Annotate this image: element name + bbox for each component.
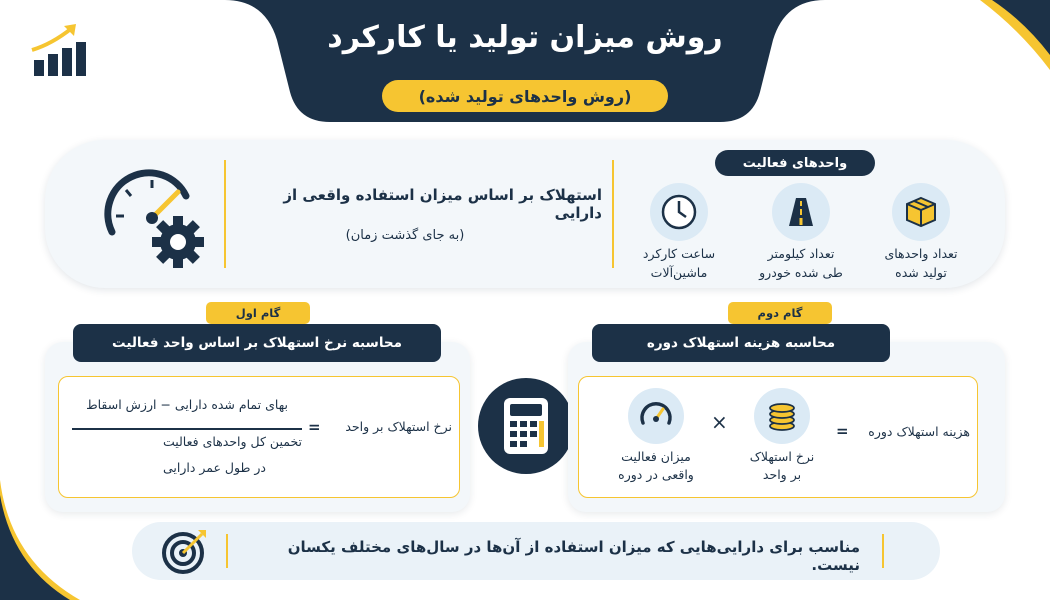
formula-numerator: بهای تمام شده دارایی − ارزش اسقاط bbox=[86, 397, 288, 412]
clock-icon bbox=[650, 183, 708, 241]
divider bbox=[612, 160, 614, 268]
actual-activity-term: میزان فعالیت واقعی در دوره bbox=[618, 449, 694, 482]
rate-per-unit-label: نرخ استهلاک بر واحد bbox=[345, 419, 452, 434]
formula-denominator-line-2: در طول عمر دارایی bbox=[162, 460, 266, 475]
rate-per-unit-term: نرخ استهلاک بر واحد bbox=[749, 449, 815, 482]
fraction-line bbox=[72, 428, 302, 430]
equals-sign: = bbox=[836, 422, 849, 440]
period-expense-label: هزینه استهلاک دوره bbox=[868, 424, 970, 439]
target-icon bbox=[160, 526, 210, 576]
step-one-heading: محاسبه نرخ استهلاک بر اساس واحد فعالیت bbox=[73, 324, 441, 362]
step-two-tag: گام دوم bbox=[728, 302, 832, 324]
unit-label-produced: تعداد واحدهای تولید شده bbox=[884, 246, 958, 280]
speedometer-gear-icon bbox=[98, 162, 208, 272]
footer-note: مناسب برای دارایی‌هایی که میزان استفاده از آن‌ها در سال‌های مختلف یکسان نیست. bbox=[287, 538, 860, 574]
step-two-heading: محاسبه هزینه استهلاک دوره bbox=[592, 324, 890, 362]
road-icon bbox=[772, 183, 830, 241]
growth-chart-logo-icon bbox=[28, 20, 88, 80]
calculator-icon bbox=[478, 378, 574, 474]
corner-decoration-top-right bbox=[980, 0, 1050, 70]
divider bbox=[882, 534, 884, 568]
divider bbox=[224, 160, 226, 268]
multiply-sign: × bbox=[711, 410, 728, 434]
formula-denominator-line-1: تخمین کل واحدهای فعالیت bbox=[162, 434, 302, 449]
coins-icon bbox=[754, 388, 810, 444]
box-icon bbox=[892, 183, 950, 241]
page-subtitle: (روش واحدهای تولید شده) bbox=[418, 86, 632, 106]
page-title: روش میزان تولید یا کارکرد bbox=[327, 20, 723, 55]
method-description: استهلاک بر اساس میزان استفاده واقعی از دارایی bbox=[283, 186, 602, 222]
unit-label-machine-hours: ساعت کارکرد ماشین‌آلات bbox=[642, 246, 716, 280]
gauge-icon bbox=[628, 388, 684, 444]
equals-sign: = bbox=[308, 418, 321, 436]
step-one-tag: گام اول bbox=[206, 302, 310, 324]
divider bbox=[226, 534, 228, 568]
activity-units-badge: واحدهای فعالیت bbox=[715, 150, 875, 176]
unit-label-kilometers: تعداد کیلومتر طی شده خودرو bbox=[759, 246, 843, 280]
method-description-note: (به جای گذشت زمان) bbox=[345, 228, 465, 243]
subtitle-pill bbox=[382, 80, 668, 112]
